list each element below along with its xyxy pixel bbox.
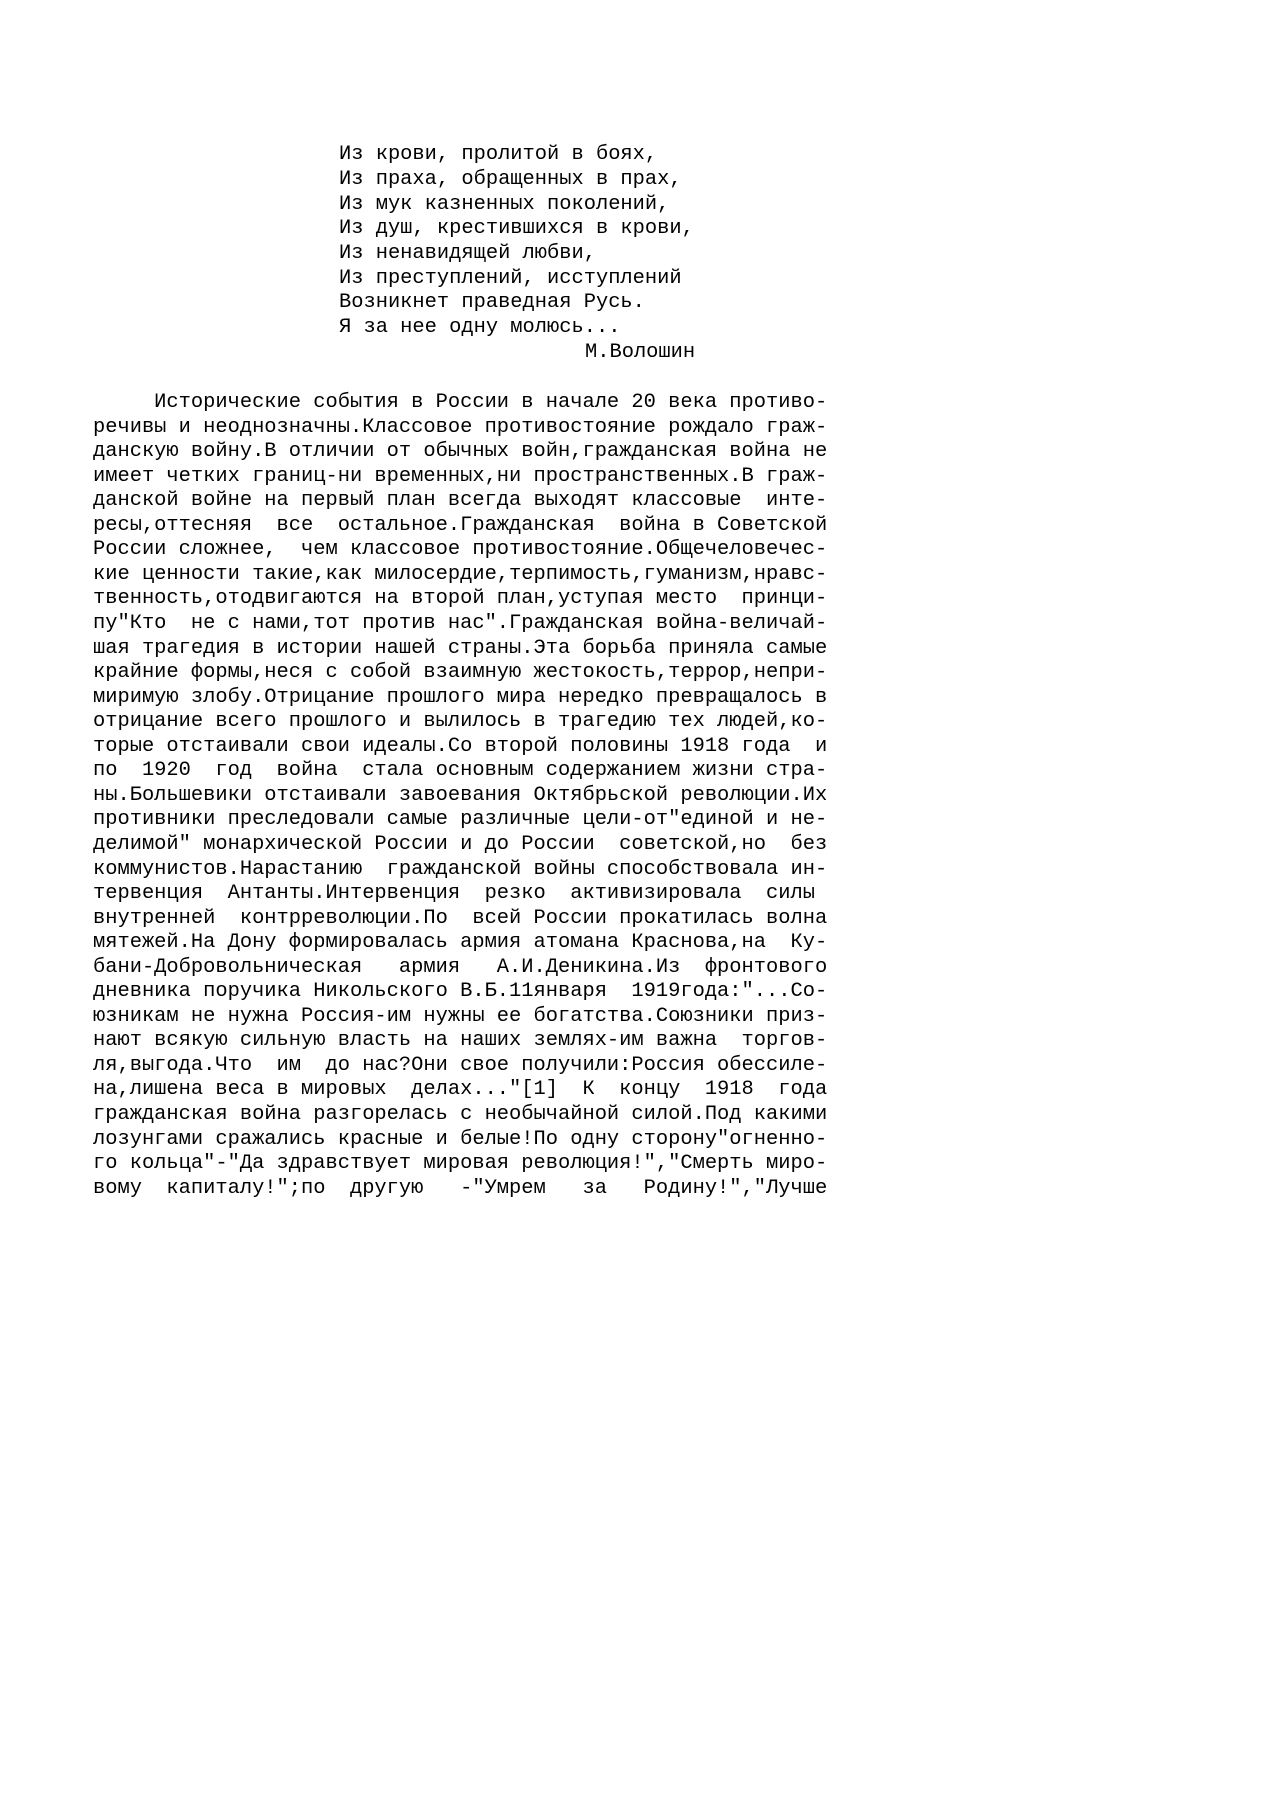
epigraph-line: Из крови, пролитой в боях,	[339, 143, 658, 166]
body-line: мятежей.На Дону формировалась армия атомана Краснова,на Ку-	[93, 931, 828, 955]
body-line: гражданская война разгорелась с необычайной силой.Под какими	[93, 1103, 828, 1126]
body-line: ля,выгода.Что им до нас?Они свое получили:Россия обессиле-	[93, 1053, 828, 1077]
body-line: тервенция Антанты.Интервенция резко активизировала силы	[93, 882, 815, 905]
epigraph-line: Из праха, обращенных в прах,	[339, 168, 682, 191]
body-line: дневника поручика Никольского В.Б.11января 1919года:"...Со-	[93, 980, 828, 1004]
body-line: данскую войну.В отличии от обычных войн,гражданская война не	[93, 440, 828, 464]
epigraph-line: Из ненавидящей любви,	[339, 242, 596, 265]
body-line: миримую злобу.Отрицание прошлого мира нередко превращалось в	[93, 685, 828, 709]
body-line: на,лишена веса в мировых делах..."[1] К концу 1918 года	[93, 1078, 828, 1102]
body-line: кие ценности такие,как милосердие,терпимость,гуманизм,нравс-	[93, 562, 828, 586]
body-line: ресы,оттесняя все остальное.Гражданская война в Советской	[93, 513, 828, 537]
body-line: ны.Большевики отстаивали завоевания Октябрьской революции.Их	[93, 783, 828, 807]
body-line: отрицание всего прошлого и вылилось в трагедию тех людей,ко-	[93, 710, 828, 734]
epigraph-line: Я за нее одну молюсь...	[339, 316, 621, 339]
body-line: по 1920 год война стала основным содержанием жизни стра-	[93, 759, 828, 783]
body-line: данской войне на первый план всегда выходят классовые инте-	[93, 489, 828, 513]
body-line: России сложнее, чем классовое противостояние.Общечеловечес-	[93, 538, 828, 562]
epigraph-line: Из преступлений, исступлений	[339, 267, 682, 290]
body-line: твенность,отодвигаются на второй план,уступая место принци-	[93, 587, 828, 611]
body-line: Исторические события в России в начале 20 века противо-	[93, 391, 828, 414]
body-line: противники преследовали самые различные цели-от"единой и не-	[93, 808, 828, 832]
body-line: вому капиталу!";по другую -"Умрем за Родину!","Лучше	[93, 1176, 828, 1200]
body-line: шая трагедия в истории нашей страны.Эта борьба приняла самые	[93, 636, 828, 660]
epigraph-line: Из душ, крестившихся в крови,	[339, 217, 694, 240]
body-line: делимой" монархической России и до России советской,но без	[93, 832, 828, 856]
epigraph-author: М.Волошин	[585, 341, 696, 364]
body-line: крайние формы,неся с собой взаимную жестокость,террор,непри-	[93, 661, 828, 684]
body-line: пу"Кто не с нами,тот против нас".Гражданская война-величай-	[93, 612, 828, 635]
body-line: бани-Добровольническая армия А.И.Деникина.Из фронтового	[93, 955, 828, 979]
body-line: коммунистов.Нарастанию гражданской войны способствовала ин-	[93, 857, 828, 881]
body-line: нают всякую сильную власть на наших землях-им важна торгов-	[93, 1029, 828, 1053]
epigraph-line: Возникнет праведная Русь.	[339, 291, 645, 314]
body-line: внутренней контрреволюции.По всей России прокатилась волна	[93, 906, 828, 930]
body-line: речивы и неоднозначны.Классовое противостояние рождало граж-	[93, 415, 828, 439]
body-line: имеет четких границ-ни временных,ни пространственных.В граж-	[93, 464, 828, 488]
body-line: торые отстаивали свои идеалы.Со второй половины 1918 года и	[93, 734, 828, 758]
body-line: го кольца"-"Да здравствует мировая революция!","Смерть миро-	[93, 1152, 828, 1176]
body-line: юзникам не нужна Россия-им нужны ее богатства.Союзники приз-	[93, 1004, 828, 1028]
epigraph-line: Из мук казненных поколений,	[339, 193, 670, 216]
body-line: лозунгами сражались красные и белые!По одну сторону"огненно-	[93, 1127, 828, 1151]
